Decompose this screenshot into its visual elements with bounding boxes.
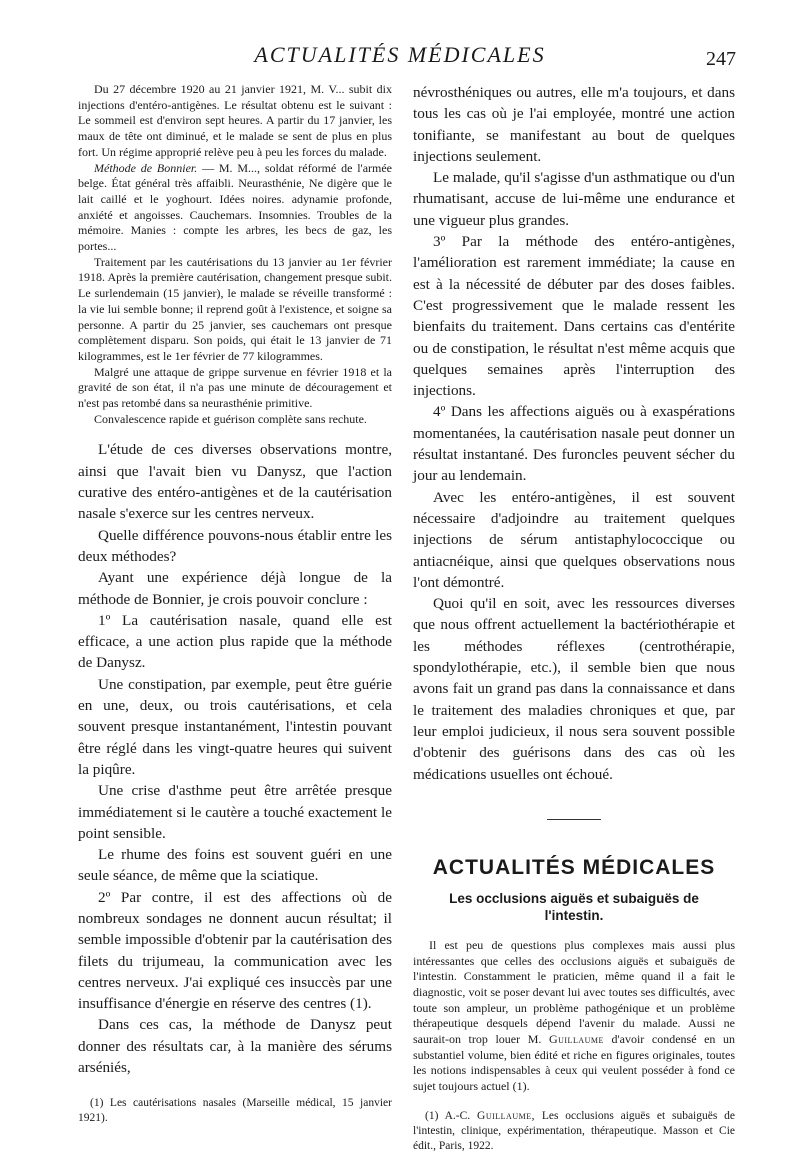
case-report-m-intro: — M. M..., soldat réformé de l'armée belge. État général très affaibli. Neurasthénie, Ne digère que le lait caillé et le yoghourt. Idées noires. adynamie profonde, anxiété et angoisses. Cauchemars. Insomnies. Troubles de la mémoire. Manies : compte les arbres, les becs de gaz, les portes... [78,160,393,254]
section-divider [547,819,601,820]
paragraph: névrosthéniques ou autres, elle m'a toujours, et dans tous les cas où je l'ai employée, montré une action tonifiante, se manifestant au bout de quelques injections seulement. [413,84,735,165]
paragraph: Une constipation, par exemple, peut être guérie en une, deux, ou trois cautérisations, et cela souvent presque instantanément, l'intestin pouvant être réglé dans les vingt-quatre heures qui suivent la piqûre. [78,675,392,778]
case-report-m [78,161,392,255]
running-title: ACTUALITÉS MÉDICALES [254,42,546,67]
review-text-start: Il est peu de questions plus complexes mais aussi plus intéressantes que celles des occlusions aiguës et subaiguës de l'intestin. Constamment le praticien, même quand il a fait le diagnostic, voit se poser devant lui avec toutes ses difficultés, avec toute son ampleur, un problème pathogénique et un problème thérapeutique desquels dépend l'avenir du malade. Aussi ne saurait-on trop louer M. [413,937,735,1047]
book-review [413,938,735,1095]
right-column [413,82,735,1154]
paragraph: Avec les entéro-antigènes, il est souvent nécessaire d'adjoindre au traitement quelques injections de sérum antistaphylococcique ou antiacnéique, ainsi que quelques observations nous l'ont démontré. [413,488,735,591]
review-text-end: d'avoir condensé en un substantiel volume, bien édité et riche en figures originales, toutes les notions indispensables à ceux qui veulent posséder à fond ce sujet toujours actuel (1). [413,1032,735,1094]
paragraph: Le rhume des foins est souvent guéri en une seule séance, de même que la sciatique. [78,846,392,885]
main-text-left [78,439,392,1078]
paragraph: 2º Par contre, il est des affections où de nombreux sondages ne donnent aucun résultat; il semble impossible d'obtenir par la cautérisation des filets du trijumeau, la communication avec les centres nerveux. J'ai expliqué ces insuccès par une insuffisance d'énergie en réserve des centres (1). [78,888,392,1013]
footnote-right [413,1109,735,1154]
paragraph: Quelle différence pouvons-nous établir entre les deux méthodes? [78,526,392,565]
footnote-author: Guillaume, [477,1109,535,1122]
paragraph: Dans ces cas, la méthode de Danysz peut donner des résultats car, à la manière des sérums arséniés, [78,1016,392,1077]
left-column [78,82,392,1126]
case-report-treatment: Traitement par les cautérisations du 13 janvier au 1er février 1918. Après la première cautérisation, changement presque subit. Le surlendemain (15 janvier), le malade se réveille transformé : la vie lui semble bonne; il reprend goût à l'existence, et soigne sa personne. A partir du 25 janvier, ses cauchemars ont presque complètement disparu. Son poids, qui était le 13 janvier de 71 kilogrammes, est le 1er février de 77 kilogrammes. [78,254,392,363]
page-header [0,36,800,76]
section-subtitle: Les occlusions aiguës et subaiguës de l'intestin. [449,890,699,923]
paragraph: Quoi qu'il en soit, avec les ressources diverses que nous offrent actuellement la bactériothérapie et les méthodes réflexes (centrothérapie, spondylothérapie, etc.), il semble bien que nous avons fait un grand pas dans la connaissance et dans le traitement des maladies chroniques et que, par leur emploi judicieux, il nous sera souvent possible d'obtenir des guérisons dans des cas où les médications usuelles ont échoué. [413,595,735,783]
page-number: 247 [706,48,736,70]
paragraph: 4º Dans les affections aiguës ou à exaspérations momentanées, la cautérisation nasale peut donner un résultat instantané. Des furoncles peuvent sécher du jour au lendemain. [413,403,735,485]
paragraph: 3º Par la méthode des entéro-antigènes, l'amélioration est rarement immédiate; la cause en est à la nécessité de débuter par des doses faibles. C'est progressivement que le malade ressent les bienfaits du traitement. Dans certains cas d'entérite ou de constipation, le résultat n'est même acquis que quelques semaines après l'interruption des injections. [413,233,735,400]
review-paragraph [413,938,735,1095]
footnote-text: Les occlusions aiguës et subaiguës de l'intestin, clinique, expérimentation, thérapeutique. Masson et Cie édit., Paris, 1922. [413,1109,736,1152]
case-report-v: Du 27 décembre 1920 au 21 janvier 1921, M. V... subit dix injections d'entéro-antigènes. Le résultat obtenu est le suivant : Le sommeil est d'environ sept heures. A partir du 17 janvier, les maux de tête ont diminué, et le malade se sent de plus en plus fort. Un régime approprié relève peu à peu les forces du malade. [78,82,392,159]
case-method-label: Méthode de Bonnier. [94,160,198,175]
footnote-number: (1) A.-C. [425,1109,471,1122]
case-report-grippe: Malgré une attaque de grippe survenue en février 1918 et la gravité de son état, il n'a pas une minute de découragement et n'est pas retombé dans sa neurasthénie primitive. [78,364,392,411]
paragraph: Le malade, qu'il s'agisse d'un asthmatique ou d'un rhumatisant, accuse de lui-même une endurance et une vigueur plus grandes. [413,169,735,229]
case-report-convalescence: Convalescence rapide et guérison complète sans rechute. [94,411,367,426]
paragraph: 1º La cautérisation nasale, quand elle est efficace, a une action plus rapide que la méthode de Danysz. [78,611,392,672]
review-author-name: Guillaume [548,1032,604,1047]
footnote-left: (1) Les cautérisations nasales (Marseille médical, 15 janvier 1921). [78,1097,392,1125]
paragraph: L'étude de ces diverses observations montre, ainsi que l'avait bien vu Danysz, que l'action curative des entéro-antigènes et de la cautérisation nasale s'exerce sur les centres nerveux. [78,441,392,523]
case-reports [78,82,392,427]
section-title: ACTUALITÉS MÉDICALES [432,855,716,879]
main-text-right [413,82,735,785]
paragraph: Ayant une expérience déjà longue de la méthode de Bonnier, je crois pouvoir conclure : [78,569,392,608]
paragraph: Une crise d'asthme peut être arrêtée presque immédiatement si le cautère a touché exactement le point sensible. [78,782,392,842]
